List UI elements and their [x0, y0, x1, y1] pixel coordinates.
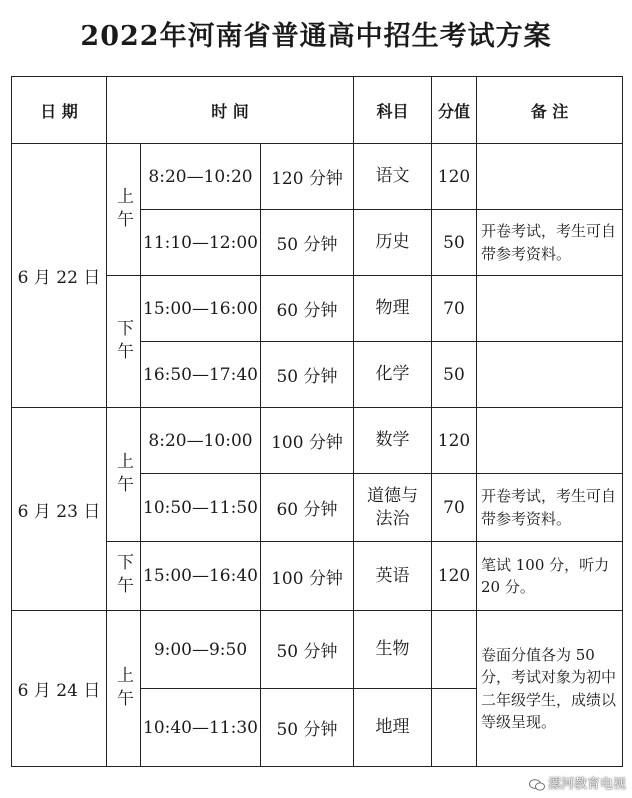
period-cell: 下午: [107, 542, 141, 611]
score-cell: 120: [432, 144, 477, 210]
score-cell: 70: [432, 474, 477, 542]
note-cell: [477, 144, 623, 210]
duration-cell: 50 分钟: [261, 210, 354, 276]
subject-cell: 英语: [354, 542, 432, 611]
duration-cell: 60 分钟: [261, 276, 354, 342]
duration-cell: 50 分钟: [261, 342, 354, 408]
watermark: [529, 773, 626, 792]
score-cell: 50: [432, 210, 477, 276]
time-cell: 15:00—16:00: [141, 276, 261, 342]
header-date: 日 期: [12, 77, 107, 144]
wechat-icon: [529, 779, 545, 791]
date-cell: 6 月 23 日: [12, 408, 107, 611]
note-cell: [477, 276, 623, 342]
subject-cell: 物理: [354, 276, 432, 342]
note-cell: [477, 408, 623, 474]
exam-schedule-table: [11, 76, 623, 767]
duration-cell: 50 分钟: [261, 611, 354, 689]
time-cell: 16:50—17:40: [141, 342, 261, 408]
note-cell: 开卷考试，考生可自带参考资料。: [477, 210, 623, 276]
header-subject: 科目: [354, 77, 432, 144]
subject-cell: 道德与法治: [354, 474, 432, 542]
duration-cell: 120 分钟: [261, 144, 354, 210]
subject-cell: 历史: [354, 210, 432, 276]
period-cell: 下午: [107, 276, 141, 408]
header-score: 分值: [432, 77, 477, 144]
duration-cell: 100 分钟: [261, 542, 354, 611]
period-cell: 上午: [107, 144, 141, 276]
page-title: 2022年河南省普通高中招生考试方案: [80, 21, 552, 52]
time-cell: 8:20—10:20: [141, 144, 261, 210]
time-cell: 10:50—11:50: [141, 474, 261, 542]
subject-cell: 化学: [354, 342, 432, 408]
score-cell: [432, 689, 477, 767]
subject-cell: 数学: [354, 408, 432, 474]
period-cell: 上午: [107, 611, 141, 767]
note-cell: 笔试 100 分，听力 20 分。: [477, 542, 623, 611]
score-cell: 50: [432, 342, 477, 408]
duration-cell: 60 分钟: [261, 474, 354, 542]
time-cell: 11:10—12:00: [141, 210, 261, 276]
table-row: [12, 144, 623, 210]
period-cell: 上午: [107, 408, 141, 542]
table-row: [12, 408, 623, 474]
date-cell: 6 月 22 日: [12, 144, 107, 408]
time-cell: 15:00—16:40: [141, 542, 261, 611]
header-time: 时 间: [107, 77, 354, 144]
table-row: [12, 611, 623, 689]
subject-cell: 生物: [354, 611, 432, 689]
score-cell: 70: [432, 276, 477, 342]
subject-cell: 语文: [354, 144, 432, 210]
header-note: 备 注: [477, 77, 623, 144]
subject-cell: 地理: [354, 689, 432, 767]
duration-cell: 50 分钟: [261, 689, 354, 767]
duration-cell: 100 分钟: [261, 408, 354, 474]
watermark-text: 漯河教育电视: [547, 777, 626, 792]
time-cell: 10:40—11:30: [141, 689, 261, 767]
score-cell: 120: [432, 408, 477, 474]
score-cell: 120: [432, 542, 477, 611]
date-cell: 6 月 24 日: [12, 611, 107, 767]
time-cell: 8:20—10:00: [141, 408, 261, 474]
note-cell: [477, 342, 623, 408]
note-cell: 开卷考试，考生可自带参考资料。: [477, 474, 623, 542]
note-cell: 卷面分值各为 50 分，考试对象为初中二年级学生，成绩以等级呈现。: [477, 611, 623, 767]
score-cell: [432, 611, 477, 689]
header-row: [12, 77, 623, 144]
time-cell: 9:00—9:50: [141, 611, 261, 689]
